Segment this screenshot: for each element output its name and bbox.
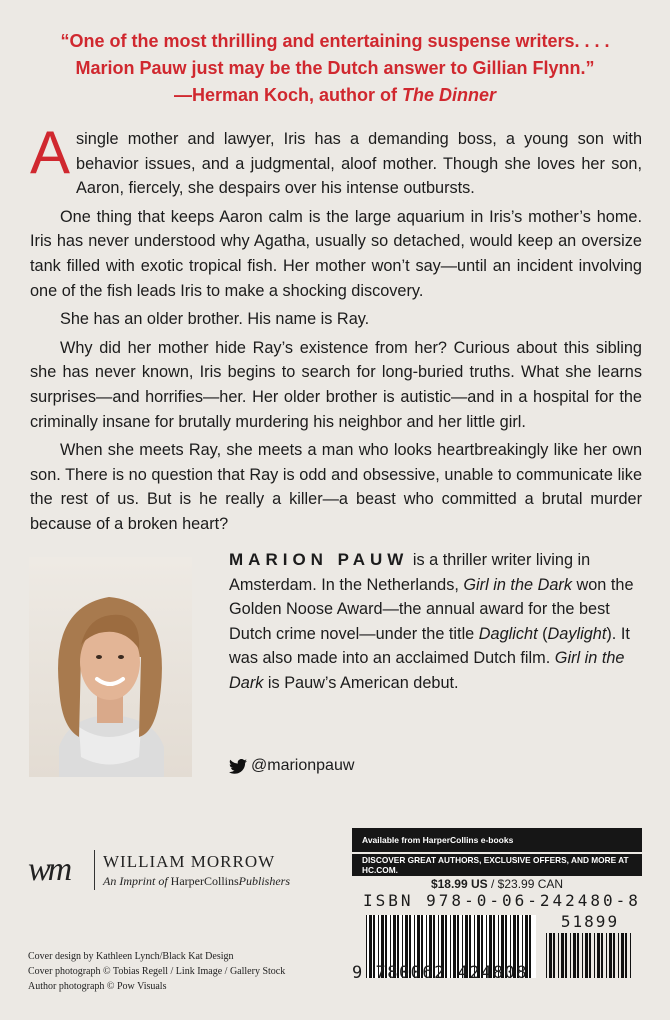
wm-logo: wm bbox=[28, 851, 70, 888]
author-name: MARION PAUW bbox=[229, 550, 409, 569]
isbn-text: ISBN 978-0-06-242480-8 bbox=[363, 891, 641, 910]
synopsis-paragraph: Asingle mother and lawyer, Iris has a demanding boss, a young son with behavior issues, and a judgmental, aloof mother. Though she loves her son, Aaron, fiercely, she despairs over his intense outbursts. bbox=[30, 119, 642, 198]
publisher-imprint: An Imprint of HarperCollinsPublishers bbox=[103, 873, 291, 888]
ebook-promo: DISCOVER GREAT AUTHORS, EXCLUSIVE OFFERS, AND MORE AT HC.COM. bbox=[352, 854, 642, 876]
price: $18.99 US / $23.99 CAN bbox=[430, 877, 564, 891]
author-bio: MARION PAUW is a thriller writer living in Amsterdam. In the Netherlands, Girl in the Dark won the Golden Noose Award—the annual award for the best Dutch crime novel—under the title Daglicht (Daylight). It was also made into an acclaimed Dutch film. Girl in the Dark is Pauw’s American debut. bbox=[229, 550, 634, 692]
publisher-logo bbox=[28, 850, 290, 890]
synopsis-paragraph: When she meets Ray, she meets a man who looks heartbreakingly like her own son. There is no question that Ray is odd and obsessive, unable to communicate like the rest of us. But is he really a killer—a beast who committed a brutal murder because of a broken heart? bbox=[30, 441, 642, 533]
twitter-handle[interactable] bbox=[229, 757, 354, 775]
synopsis-paragraph: One thing that keeps Aaron calm is the large aquarium in Iris’s mother’s home. Iris has never understood why Agatha, usually so detached, would keep an oversize tank filled with exotic tropical fish. Her mother won’t say—until an incident involving one of the fish leads Iris to make a shocking discovery. bbox=[30, 207, 642, 300]
twitter-handle-text: @marionpauw bbox=[251, 757, 355, 774]
quote-line-2: Marion Pauw just may be the Dutch answer to Gillian Flynn.” bbox=[75, 58, 595, 78]
ebook-availability: Available from HarperCollins e-books bbox=[352, 828, 642, 852]
synopsis bbox=[30, 119, 642, 541]
publisher-divider bbox=[94, 850, 95, 890]
barcode-bar bbox=[531, 915, 534, 978]
ebook-banner bbox=[352, 828, 642, 876]
quote-attribution: —Herman Koch, author of The Dinner bbox=[173, 85, 497, 105]
drop-cap: A bbox=[30, 119, 71, 186]
barcode-number: 9 780062 424808 bbox=[352, 963, 529, 983]
barcode-addon bbox=[546, 933, 634, 978]
barcode-bar bbox=[631, 933, 633, 978]
cover-quote bbox=[20, 28, 650, 109]
synopsis-paragraph: Why did her mother hide Ray’s existence from her? Curious about this sibling she has never known, Iris begins to search for long-buried truths. What she learns surprises—and horrifies—her. Her older brother is autistic—and in a hospital for the criminally insane for brutally murdering his neighbor and her little girl. bbox=[30, 338, 642, 431]
publisher-name: WILLIAM MORROW bbox=[103, 851, 276, 871]
cover-credits bbox=[28, 949, 285, 994]
credit-line: Cover photograph © Tobias Regell / Link Image / Gallery Stock bbox=[28, 966, 286, 977]
barcode-addon-number: 51899 bbox=[560, 912, 620, 931]
quote-line-1: “One of the most thrilling and entertaining suspense writers. . . . bbox=[60, 31, 610, 51]
credit-line: Author photograph © Pow Visuals bbox=[28, 981, 167, 992]
twitter-bird-icon bbox=[229, 759, 247, 774]
synopsis-paragraph: She has an older brother. His name is Ray. bbox=[60, 310, 370, 329]
author-photo bbox=[29, 557, 192, 777]
credit-line: Cover design by Kathleen Lynch/Black Kat Design bbox=[28, 951, 234, 962]
